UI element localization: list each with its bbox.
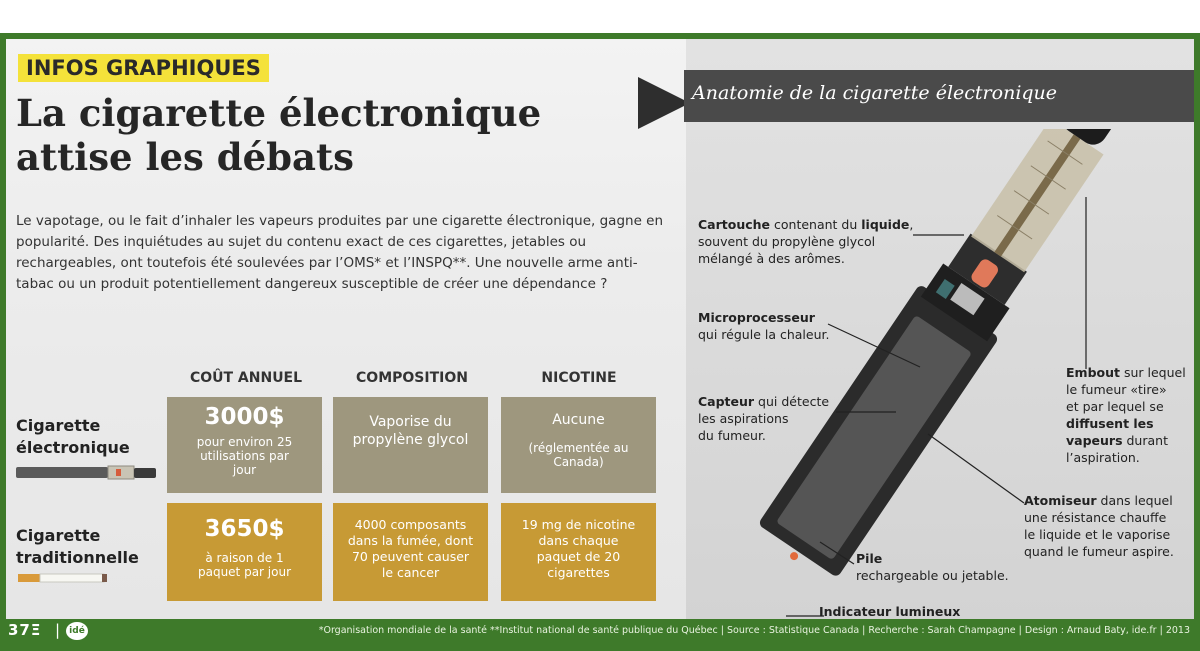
- category-tag: INFOS GRAPHIQUES: [18, 54, 269, 82]
- label-atomiseur: [1024, 492, 1174, 560]
- row-label-electronic: [16, 415, 130, 459]
- e-cigarette-thumbnail-icon: [16, 465, 158, 481]
- row-label-traditional: [16, 525, 139, 569]
- label-text: qui détecte: [754, 394, 830, 409]
- cell-traditional-cost: [167, 503, 322, 601]
- cigarette-thumbnail-icon: [18, 572, 108, 584]
- label-cartouche: [698, 216, 913, 267]
- label-capteur: [698, 393, 829, 444]
- infographic-frame: [0, 33, 1200, 651]
- label-bold: diffusent les: [1066, 416, 1154, 431]
- cell-traditional-nicotine: [501, 503, 656, 601]
- cost-value: 3650$: [204, 516, 285, 542]
- cell-electronic-nicotine: [501, 397, 656, 493]
- label-text: mélangé à des arômes.: [698, 251, 845, 266]
- ide-logo: idé: [66, 622, 88, 640]
- cost-note: pour environ 25 utilisations par jour: [196, 435, 293, 477]
- label-text: contenant du: [770, 217, 862, 232]
- label-text: du fumeur.: [698, 428, 766, 443]
- label-text: une résistance chauffe: [1024, 510, 1167, 525]
- label-text: durant: [1122, 433, 1168, 448]
- label-text: ,: [909, 217, 914, 232]
- label-embout: [1066, 364, 1186, 466]
- ribbon-tail: [638, 77, 690, 129]
- footer-separator: |: [55, 621, 61, 639]
- row-label-line-2: électronique: [16, 438, 130, 457]
- footer-bar: [0, 619, 1200, 645]
- label-text: le liquide et le vaporise: [1024, 527, 1171, 542]
- label-bold: Capteur: [698, 394, 755, 409]
- row-label-line-1: Cigarette: [16, 416, 101, 435]
- label-bold: Atomiseur: [1024, 493, 1097, 508]
- publication-logo: 37Ξ: [8, 621, 42, 639]
- label-microprocesseur: [698, 309, 829, 343]
- content-panel: [6, 39, 1194, 619]
- nicotine-note: (réglementée au Canada): [528, 441, 629, 469]
- label-indicateur: [819, 603, 960, 619]
- intro-paragraph: Le vapotage, ou le fait d’inhaler les vapeurs produites par une cigarette électronique, gagne en popularité. Des inquiétudes au sujet du contenu exact de ces cigarettes, jetables ou rechargeables, ont toutefois été soulevées par l’OMS* et l’INSPQ**. Une nouvelle arme anti-tabac ou un produit potentiellement dangereux susceptible de créer une dépendance ?: [16, 213, 664, 292]
- label-text: et par lequel se: [1066, 399, 1164, 414]
- label-bold: Embout: [1066, 365, 1120, 380]
- label-text: dans lequel: [1096, 493, 1173, 508]
- label-text: l’aspiration.: [1066, 450, 1140, 465]
- cost-note: à raison de 1 paquet par jour: [197, 551, 292, 579]
- title-line-1: La cigarette électronique: [16, 91, 542, 135]
- page-title: [16, 91, 541, 179]
- composition-text: 4000 composants dans la fumée, dont 70 peuvent causer le cancer: [347, 517, 474, 580]
- label-text: quand le fumeur aspire.: [1024, 544, 1174, 559]
- cell-traditional-composition: [333, 503, 488, 601]
- nicotine-text: Aucune: [552, 412, 605, 428]
- label-bold: liquide: [861, 217, 910, 232]
- title-line-2: attise les débats: [16, 135, 354, 179]
- composition-text: Vaporise du propylène glycol: [352, 414, 469, 448]
- row-label-line-2: traditionnelle: [16, 548, 139, 567]
- cell-electronic-cost: [167, 397, 322, 493]
- label-text: qui régule la chaleur.: [698, 327, 830, 342]
- footer-credits: *Organisation mondiale de la santé **Institut national de santé publique du Québec | Source : Statistique Canada | Recherche : Sarah Champagne | Design : Arnaud Baty, ide.fr | 2013: [318, 625, 1190, 636]
- nicotine-text: 19 mg de nicotine dans chaque paquet de 20 cigarettes: [521, 517, 636, 580]
- label-bold: vapeurs: [1066, 433, 1123, 448]
- label-text: rechargeable ou jetable.: [856, 568, 1009, 583]
- cost-value: 3000$: [204, 404, 285, 430]
- column-header-cost: COÛT ANNUEL: [189, 370, 303, 386]
- label-bold: Indicateur lumineux: [819, 604, 961, 619]
- row-label-line-1: Cigarette: [16, 526, 101, 545]
- cell-electronic-composition: [333, 397, 488, 493]
- column-header-composition: COMPOSITION: [356, 370, 468, 386]
- anatomy-heading: Anatomie de la cigarette électronique: [692, 82, 1058, 104]
- label-bold: Microprocesseur: [698, 310, 815, 325]
- label-text: souvent du propylène glycol: [698, 234, 876, 249]
- label-pile: [856, 550, 1009, 584]
- label-text: les aspirations: [698, 411, 789, 426]
- label-bold: Cartouche: [698, 217, 771, 232]
- column-header-nicotine: NICOTINE: [541, 370, 617, 386]
- label-bold: Pile: [856, 551, 883, 566]
- label-text: sur lequel: [1119, 365, 1186, 380]
- anatomy-heading-ribbon: [684, 70, 1194, 122]
- label-text: le fumeur «tire»: [1066, 382, 1167, 397]
